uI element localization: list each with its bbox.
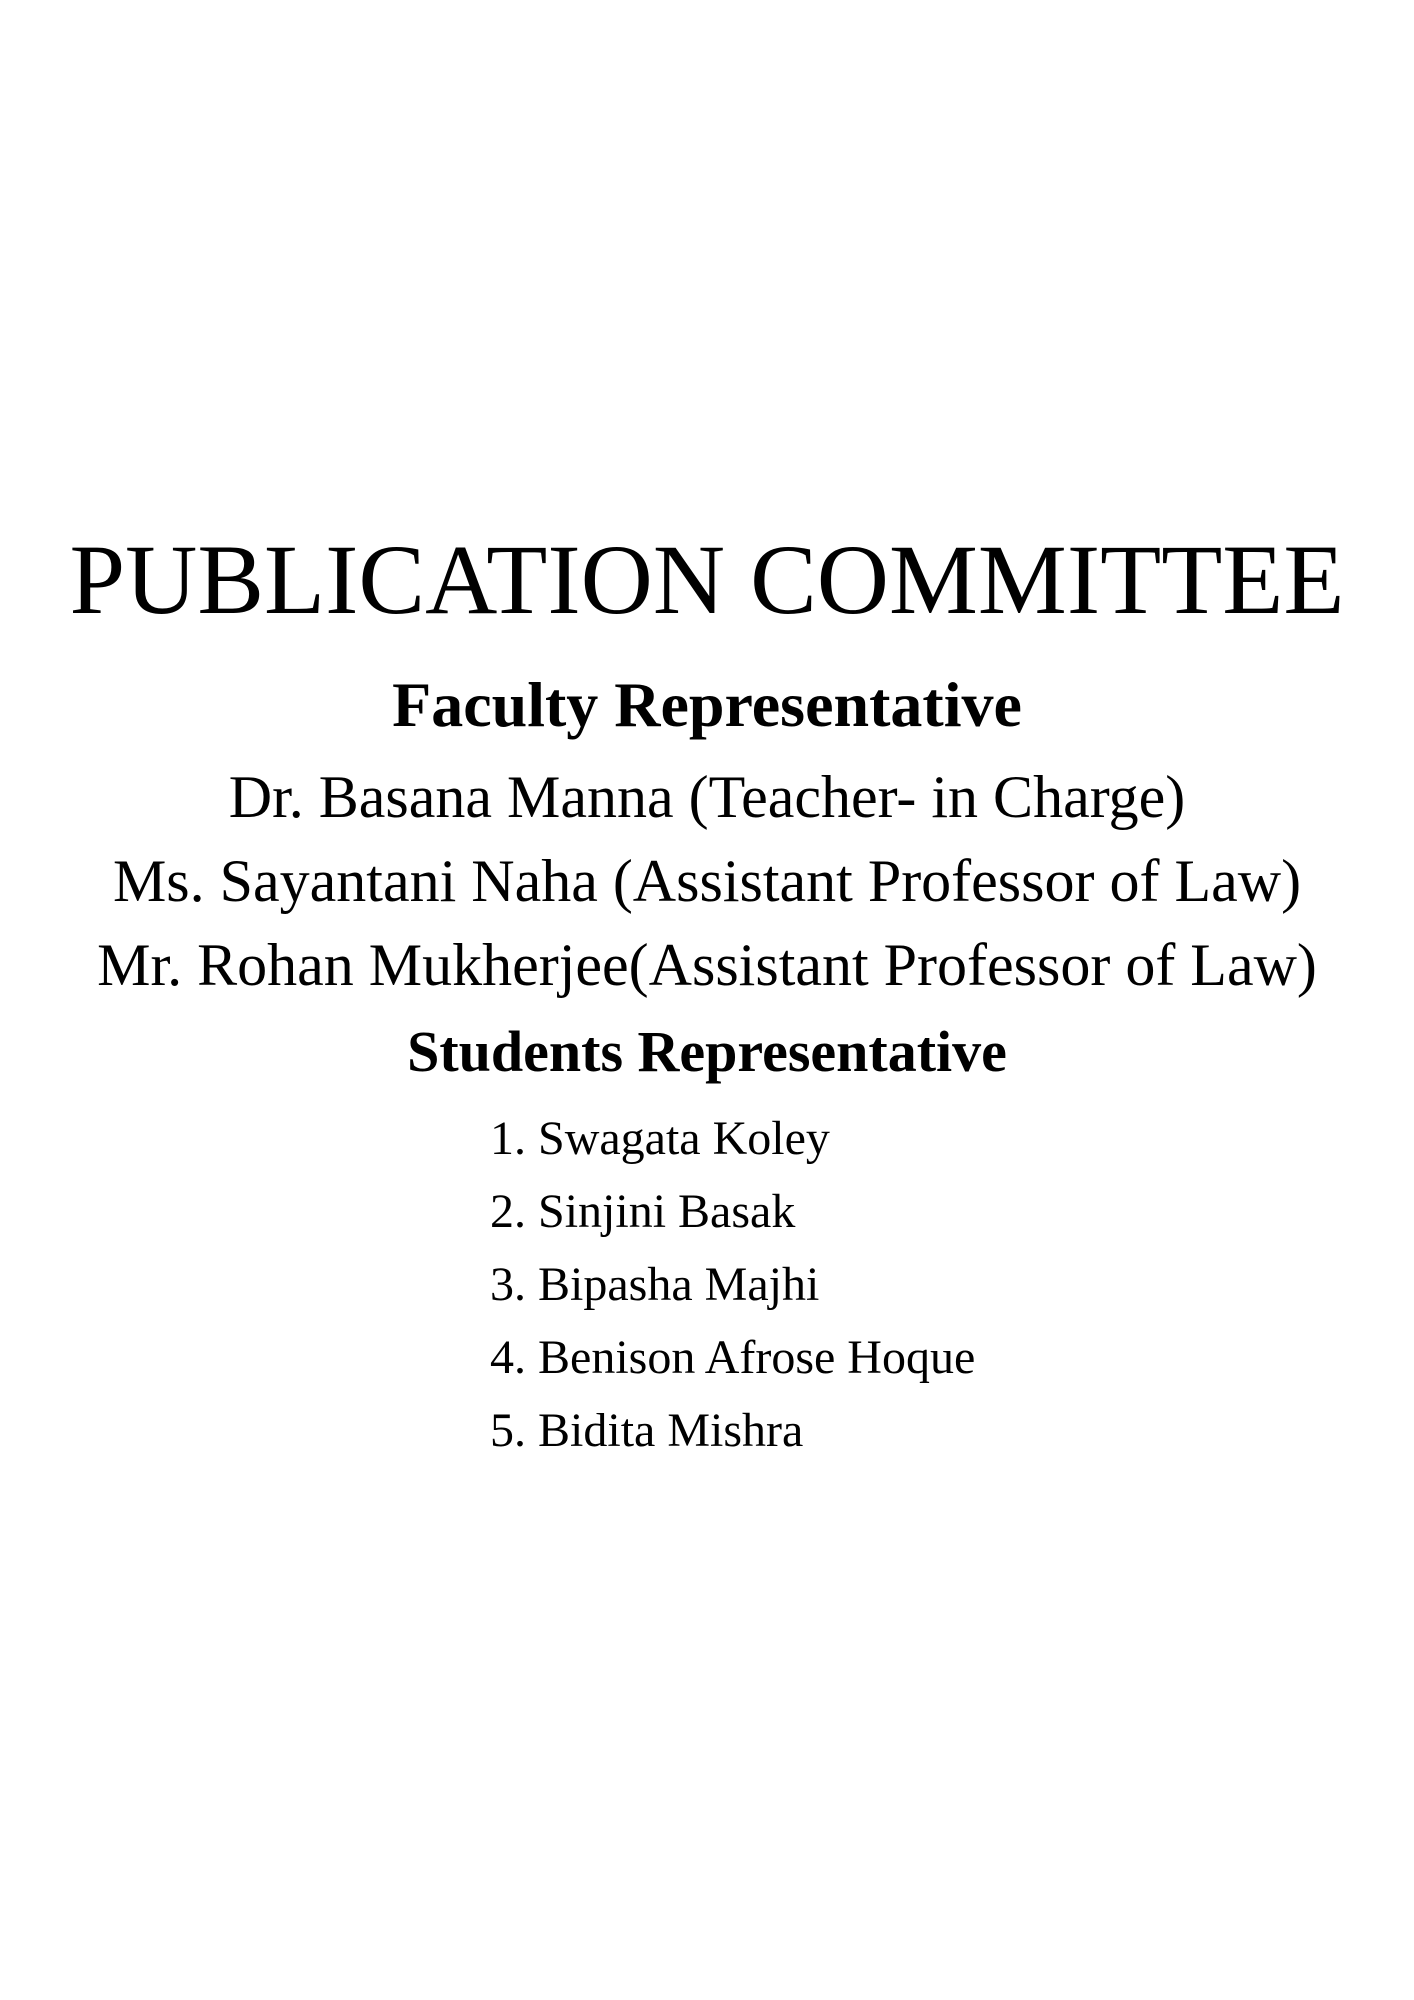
faculty-member: Mr. Rohan Mukherjee(Assistant Professor of Law) xyxy=(97,932,1317,998)
students-heading: Students Representative xyxy=(407,1019,1007,1084)
faculty-heading: Faculty Representative xyxy=(392,669,1022,740)
students-list xyxy=(490,1102,975,1467)
page-title: PUBLICATION COMMITTEE xyxy=(69,524,1345,635)
student-member: 4. Benison Afrose Hoque xyxy=(490,1331,976,1384)
student-member: 5. Bidita Mishra xyxy=(490,1404,804,1457)
student-member: 1. Swagata Koley xyxy=(490,1112,830,1165)
faculty-member: Ms. Sayantani Naha (Assistant Professor of Law) xyxy=(112,848,1302,914)
faculty-member: Dr. Basana Manna (Teacher- in Charge) xyxy=(228,764,1186,830)
faculty-list xyxy=(0,755,1414,1007)
student-member: 2. Sinjini Basak xyxy=(490,1185,796,1238)
student-member: 3. Bipasha Majhi xyxy=(490,1258,820,1311)
